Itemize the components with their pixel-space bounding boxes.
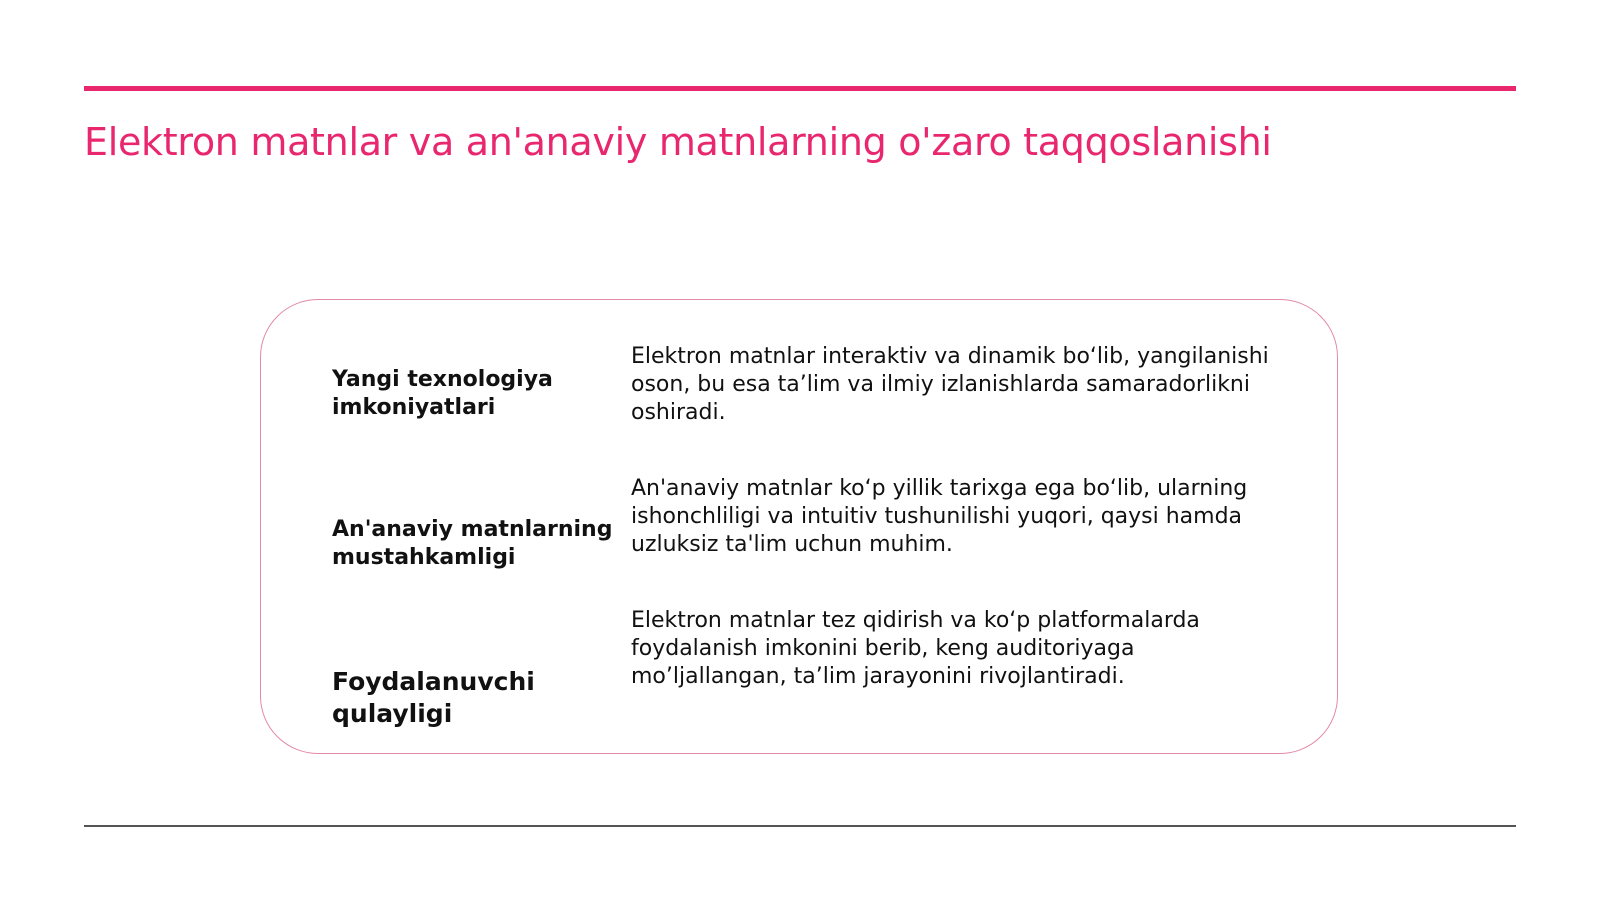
bottom-rule [84, 825, 1516, 827]
row-label-traditional-durability: An'anaviy matnlarning mustahkamligi [332, 517, 613, 570]
row-label-user-convenience: Foydalanuvchi qulayligi [332, 667, 535, 728]
slide-title: Elektron matnlar va an'anaviy matnlarning o'zaro taqqoslanishi [84, 120, 1272, 164]
row-description-user-convenience: Elektron matnlar tez qidirish va ko‘p platformalarda foydalanish imkonini berib, keng auditoriyaga mo’ljallangan, ta’lim jarayonini rivojlantiradi. [631, 608, 1200, 689]
row-label-new-technology: Yangi texnologiya imkoniyatlari [332, 367, 553, 420]
row-description-new-technology: Elektron matnlar interaktiv va dinamik bo‘lib, yangilanishi oson, bu esa ta’lim va ilmiy izlanishlarda samaradorlikni oshiradi. [631, 344, 1269, 425]
row-description-traditional-durability: An'anaviy matnlar ko‘p yillik tarixga ega bo‘lib, ularning ishonchliligi va intuitiv tushunilishi yuqori, qaysi hamda uzluksiz ta'lim uchun muhim. [631, 476, 1248, 557]
top-accent-rule [84, 86, 1516, 91]
